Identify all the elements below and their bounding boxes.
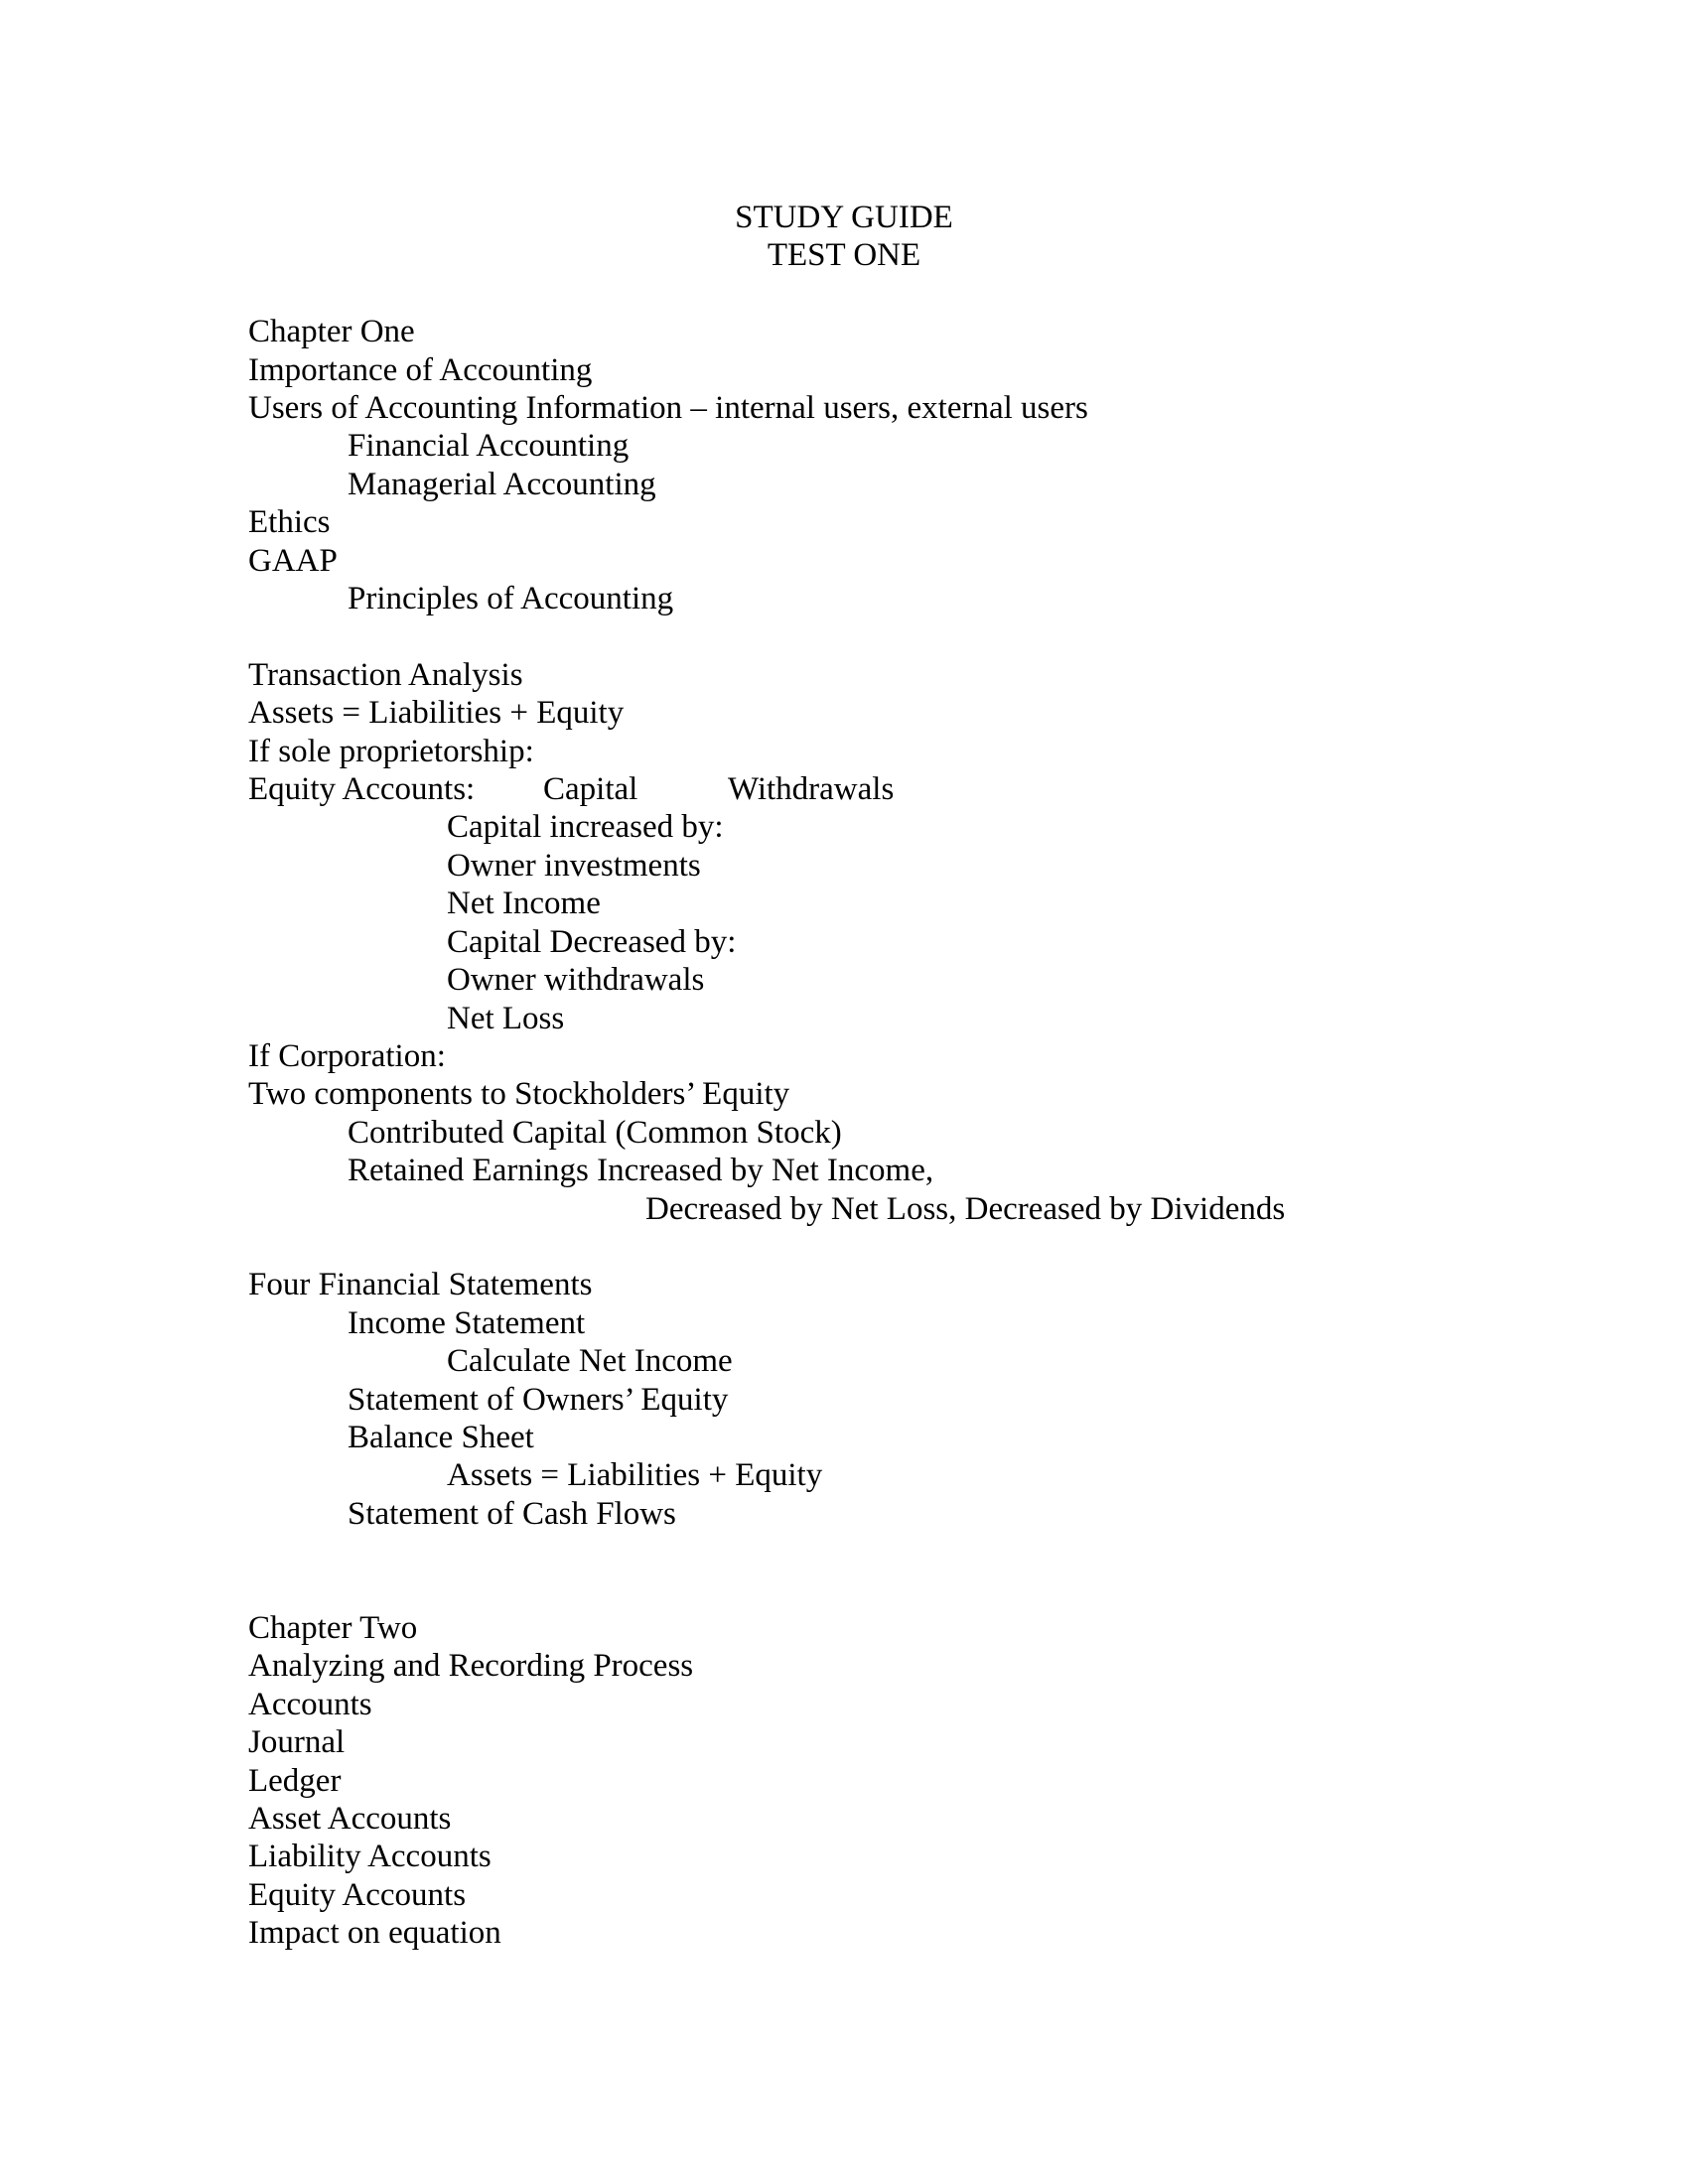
line-statement-of-owners-equity: Statement of Owners’ Equity <box>348 1381 729 1418</box>
line-net-loss: Net Loss <box>447 1000 565 1036</box>
blank-line <box>248 1571 1440 1609</box>
line-capital-increased-by: Capital increased by: <box>447 809 724 846</box>
line-balance-sheet: Balance Sheet <box>348 1419 534 1455</box>
section-transaction-analysis <box>248 656 1440 1228</box>
line-impact-on-equation: Impact on equation <box>248 1915 501 1952</box>
line-accounts: Accounts <box>248 1686 372 1722</box>
line-statement-of-cash-flows: Statement of Cash Flows <box>348 1495 676 1532</box>
section-four-financial-statements <box>248 1266 1440 1533</box>
line-equity-accounts: Equity Accounts <box>248 1876 467 1913</box>
line-gaap: GAAP <box>248 542 338 579</box>
title-line-2: TEST ONE <box>767 237 921 274</box>
blank-line <box>248 617 1440 655</box>
line-decreased-by-net-loss-dividends: Decreased by Net Loss, Decreased by Dividends <box>645 1190 1286 1227</box>
line-ledger: Ledger <box>248 1762 342 1799</box>
withdrawals-column-header: Withdrawals <box>728 771 895 808</box>
line-financial-accounting: Financial Accounting <box>348 428 630 465</box>
capital-column-header: Capital <box>543 771 638 808</box>
line-two-components-stockholders-equity: Two components to Stockholders’ Equity <box>248 1076 790 1113</box>
document-title <box>248 199 1440 275</box>
chapter-two-heading: Chapter Two <box>248 1609 418 1646</box>
equity-accounts-label: Equity Accounts: <box>248 771 476 808</box>
line-journal: Journal <box>248 1724 346 1761</box>
blank-line <box>248 275 1440 313</box>
line-balance-sheet-equation: Assets = Liabilities + Equity <box>447 1457 823 1494</box>
line-principles-of-accounting: Principles of Accounting <box>348 581 674 617</box>
line-income-statement: Income Statement <box>348 1304 586 1341</box>
equity-accounts-columns-row <box>248 770 1440 808</box>
line-managerial-accounting: Managerial Accounting <box>348 466 656 502</box>
line-capital-decreased-by: Capital Decreased by: <box>447 923 737 960</box>
four-financial-statements-heading: Four Financial Statements <box>248 1267 593 1303</box>
line-contributed-capital: Contributed Capital (Common Stock) <box>348 1114 842 1151</box>
line-if-sole-proprietorship: If sole proprietorship: <box>248 733 534 769</box>
line-retained-earnings-increased: Retained Earnings Increased by Net Income, <box>348 1153 934 1189</box>
section-chapter-one <box>248 313 1440 617</box>
line-owner-investments: Owner investments <box>447 847 701 884</box>
line-if-corporation: If Corporation: <box>248 1037 446 1074</box>
line-net-income: Net Income <box>447 886 601 922</box>
line-owner-withdrawals: Owner withdrawals <box>447 962 705 999</box>
blank-line <box>248 1533 1440 1570</box>
section-chapter-two <box>248 1609 1440 1953</box>
line-accounting-equation: Assets = Liabilities + Equity <box>248 695 625 732</box>
line-calculate-net-income: Calculate Net Income <box>447 1343 733 1380</box>
line-ethics: Ethics <box>248 504 331 541</box>
transaction-analysis-heading: Transaction Analysis <box>248 656 523 693</box>
title-line-1: STUDY GUIDE <box>735 200 953 235</box>
blank-line <box>248 1228 1440 1266</box>
line-users-of-accounting-information: Users of Accounting Information – internal users, external users <box>248 390 1088 427</box>
line-liability-accounts: Liability Accounts <box>248 1839 492 1875</box>
line-importance-of-accounting: Importance of Accounting <box>248 351 593 388</box>
chapter-one-heading: Chapter One <box>248 314 415 350</box>
line-analyzing-and-recording-process: Analyzing and Recording Process <box>248 1648 694 1685</box>
line-asset-accounts: Asset Accounts <box>248 1800 452 1837</box>
